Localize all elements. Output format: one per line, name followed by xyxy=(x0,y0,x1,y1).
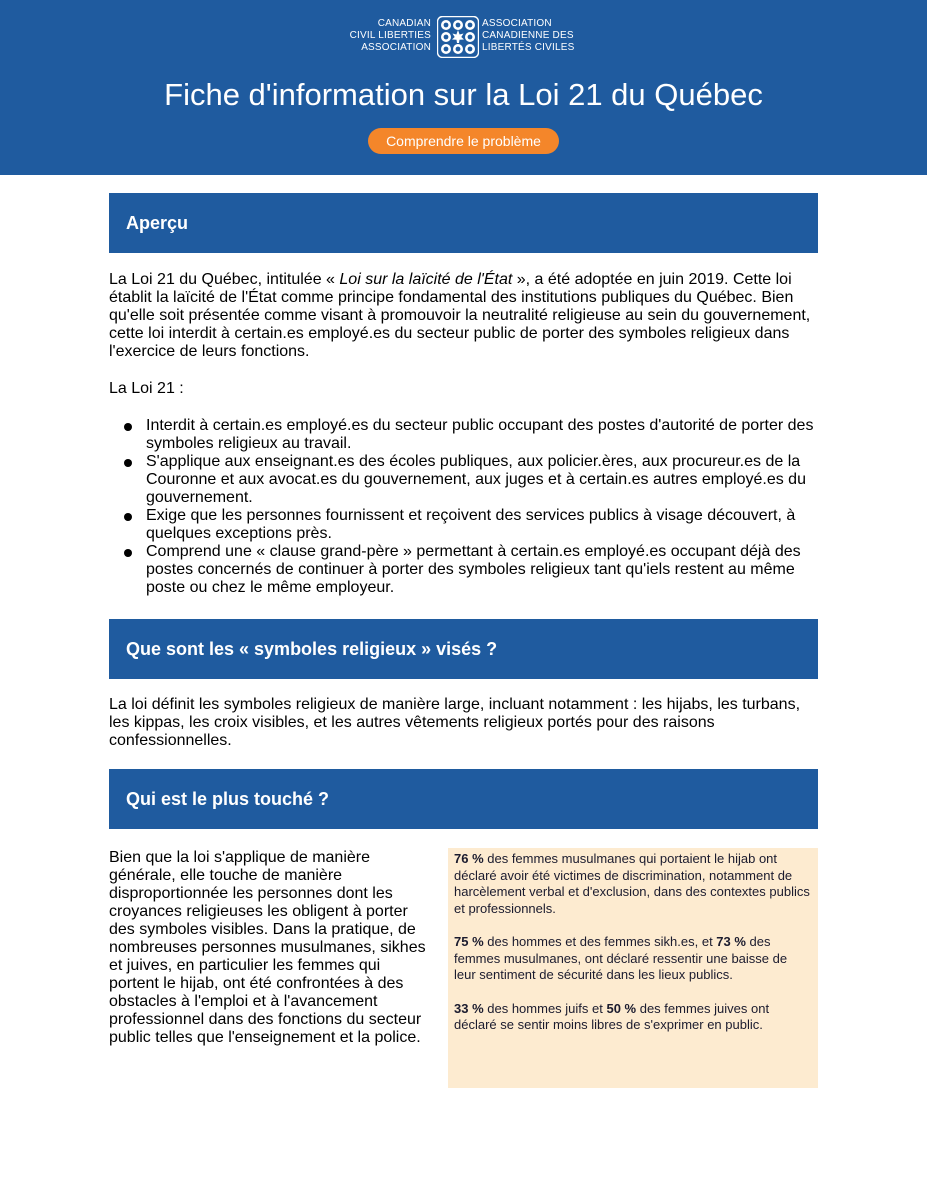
apercu-paragraph: La Loi 21 du Québec, intitulée « Loi sur la laïcité de l'État », a été adoptée en juin 2019. Cette loi établit la laïcité de l'État comme principe fondamental des institutions publiques du Québec. Bien qu'elle soit présentée comme visant à promouvoir la neutralité religieuse au sein du gouvernement, cette loi interdit à certain.es employé.es du secteur public de porter des symboles religieux dans l'exercice de leurs fonctions. xyxy=(109,271,811,360)
section-heading-symboles: Que sont les « symboles religieux » visés ? xyxy=(109,619,818,679)
touche-paragraph: Bien que la loi s'applique de manière générale, elle touche de manière disproportionnée les personnes dont les croyances religieuses les obligent à porter des symboles visibles. Dans la pratique, de nombreuses personnes musulmanes, sikhes et juives, en particulier les femmes qui portent le hijab, ont été confrontées à des obstacles à l'emploi et à l'avancement professionnel dans des fonctions du secteur public telles que l'enseignement et la police. xyxy=(109,849,426,1046)
stat-muslim-women: 76 % des femmes musulmanes qui portaient le hijab ont déclaré avoir été victimes de discrimination, notamment de harcèlement verbal et d'exclusion, dans des contextes publics et professionnels. xyxy=(454,851,810,916)
bullet-icon xyxy=(124,549,132,557)
loi21-intro: La Loi 21 : xyxy=(109,380,184,397)
logo-emblem-icon xyxy=(437,16,479,58)
page-title: Fiche d'information sur la Loi 21 du Québec xyxy=(164,77,763,112)
bullet-icon xyxy=(124,423,132,431)
list-item: Comprend une « clause grand-père » permettant à certain.es employé.es occupant déjà des postes concernés de continuer à porter des symboles religieux tant qu'iels restent au même poste ou chez le même employeur. xyxy=(109,543,818,597)
ccla-logo xyxy=(0,16,927,58)
stat-sikh-muslim: 75 % des hommes et des femmes sikh.es, et 73 % des femmes musulmanes, ont déclaré ressentir une baisse de leur sentiment de sécurité dans les lieux publics. xyxy=(454,934,788,982)
bullet-icon xyxy=(124,459,132,467)
header-banner xyxy=(0,0,927,175)
statistics-box xyxy=(448,848,818,1088)
section-heading-apercu: Aperçu xyxy=(109,193,818,253)
topic-badge: Comprendre le problème xyxy=(368,128,559,154)
list-item: Interdit à certain.es employé.es du secteur public occupant des postes d'autorité de porter des symboles religieux au travail. xyxy=(109,417,818,453)
stat-jewish: 33 % des hommes juifs et 50 % des femmes juives ont déclaré se sentir moins libres de s'exprimer en public. xyxy=(454,1000,770,1032)
symboles-paragraph: La loi définit les symboles religieux de manière large, incluant notamment : les hijabs, les turbans, les kippas, les croix visibles, et les autres vêtements religieux portés pour des raisons confessionnelles. xyxy=(109,696,801,749)
list-item: Exige que les personnes fournissent et reçoivent des services publics à visage découvert, à quelques exceptions près. xyxy=(109,507,818,543)
logo-text-french: ASSOCIATION CANADIENNE DES LIBERTÉS CIVILES xyxy=(482,18,575,53)
list-item: S'applique aux enseignant.es des écoles publiques, aux policier.ères, aux procureur.es de la Couronne et aux avocat.es du gouvernement, aux juges et à certain.es autres employé.es du gouvernement. xyxy=(109,453,818,507)
section-heading-touche: Qui est le plus touché ? xyxy=(109,769,818,829)
logo-text-english: CANADIAN CIVIL LIBERTIES ASSOCIATION xyxy=(349,18,431,53)
bullet-icon xyxy=(124,513,132,521)
loi21-bullet-list xyxy=(109,417,818,597)
